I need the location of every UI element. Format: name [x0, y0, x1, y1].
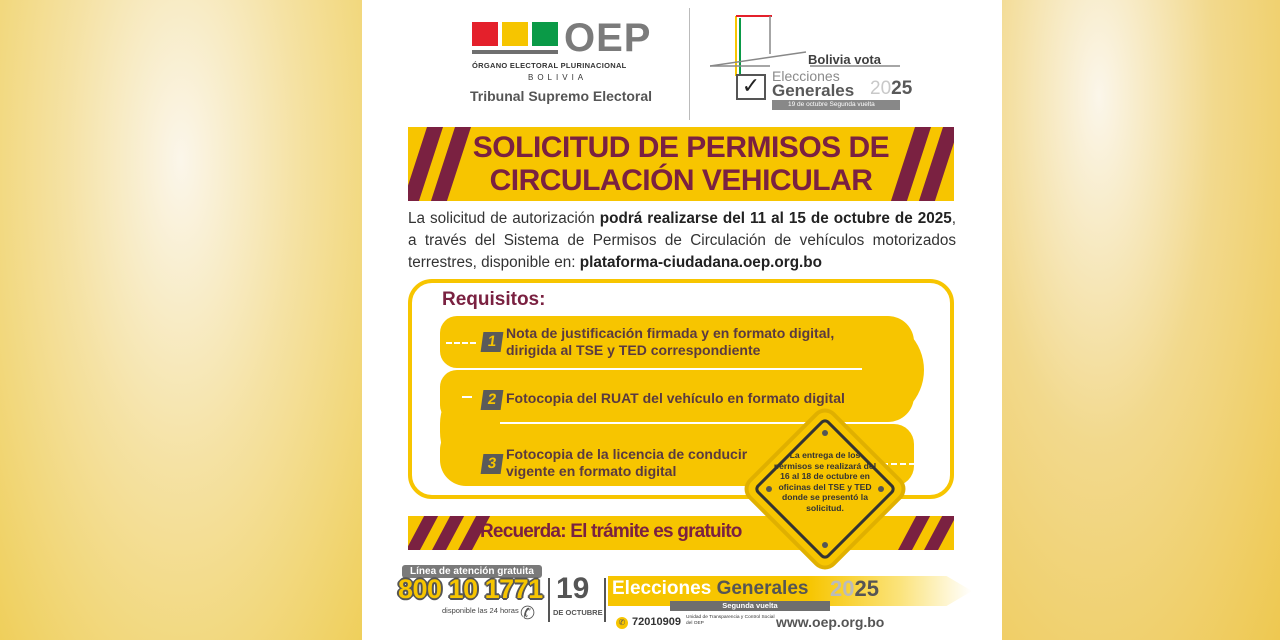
- delivery-sign: [750, 414, 900, 564]
- website-link[interactable]: www.oep.org.bo: [776, 614, 885, 630]
- sign-text: La entrega de los permisos se realizará del 16 al 18 de octubre en oficinas del TSE y TED donde se presentó la solicitud.: [773, 450, 877, 513]
- flag-green-square: [532, 22, 558, 46]
- intro-paragraph: La solicitud de autorización podrá realizarse del 11 al 15 de octubre de 2025, a través del Sistema de Permisos de Circulación de vehículos motorizados terrestres, disponible en: plataforma-ciudadana.oep.org.bo: [408, 210, 956, 271]
- title-banner: [408, 127, 954, 201]
- title-line-2: CIRCULACIÓN VEHICULAR: [489, 164, 873, 197]
- hotline-number: 800 10 1771: [398, 574, 543, 604]
- requirements-heading: Requisitos:: [442, 289, 546, 310]
- background-left: [0, 0, 362, 640]
- org-name: ÓRGANO ELECTORAL PLURINACIONAL: [472, 61, 627, 70]
- bolt-icon: [822, 430, 828, 436]
- election-day: 19: [556, 572, 590, 605]
- step-3-number: 3: [481, 454, 504, 474]
- poster: [362, 0, 1002, 640]
- footer-divider: [604, 578, 606, 622]
- flag-red-square: [472, 22, 498, 46]
- step-3-text: Fotocopia de la licencia de conducir vigente en formato digital: [506, 446, 748, 479]
- logo-bar: [472, 50, 558, 54]
- oep-logo: [470, 16, 670, 112]
- step-1-text: Nota de justificación firmada y en formato digital, dirigida al TSE y TED correspondiente: [506, 325, 835, 358]
- step-2-number: 2: [481, 390, 504, 410]
- elections-logo: [710, 14, 913, 114]
- hotline-hours: disponible las 24 horas: [442, 606, 519, 615]
- road-dash: [462, 396, 472, 398]
- checkmark-box-icon: ✓: [736, 74, 766, 100]
- footer-round: Segunda vuelta: [670, 601, 830, 611]
- page-title: [468, 131, 894, 197]
- vote-slogan: Bolivia vota: [808, 52, 881, 67]
- flag-yellow-square: [502, 22, 528, 46]
- footer-elections-title: Elecciones Generales: [612, 578, 809, 599]
- election-month: DE OCTUBRE: [553, 608, 603, 617]
- road-dash: [446, 342, 476, 344]
- footer-divider: [548, 578, 550, 622]
- tribunal-name: Tribunal Supremo Electoral: [470, 88, 653, 104]
- elections-word: Elecciones: [772, 68, 840, 84]
- bolt-icon: [878, 486, 884, 492]
- phone-icon: ✆: [520, 603, 536, 623]
- elections-year: 2025: [870, 78, 913, 99]
- reminder-text: Recuerda: El trámite es gratuito: [480, 521, 742, 542]
- hotline-label: Línea de atención gratuita: [402, 565, 542, 578]
- generales-word: Generales: [772, 81, 855, 100]
- step-2-text: Fotocopia del RUAT del vehículo en formato digital: [506, 390, 845, 406]
- footer-elections-year: 2025: [830, 576, 879, 601]
- unit-name: Unidad de Transparencia y Control Social del OEP: [686, 615, 775, 626]
- bolt-icon: [822, 542, 828, 548]
- platform-link: plataforma-ciudadana.oep.org.bo: [579, 254, 822, 271]
- second-round-note: 19 de octubre Segunda vuelta: [772, 100, 900, 110]
- whatsapp-number: 72010909: [632, 616, 681, 628]
- header-divider: [689, 8, 690, 120]
- title-line-1: SOLICITUD DE PERMISOS DE: [472, 131, 890, 164]
- whatsapp-icon: ✆: [616, 617, 628, 629]
- step-1-number: 1: [481, 332, 504, 352]
- org-country: BOLIVIA: [528, 73, 588, 82]
- org-acronym: OEP: [564, 16, 652, 60]
